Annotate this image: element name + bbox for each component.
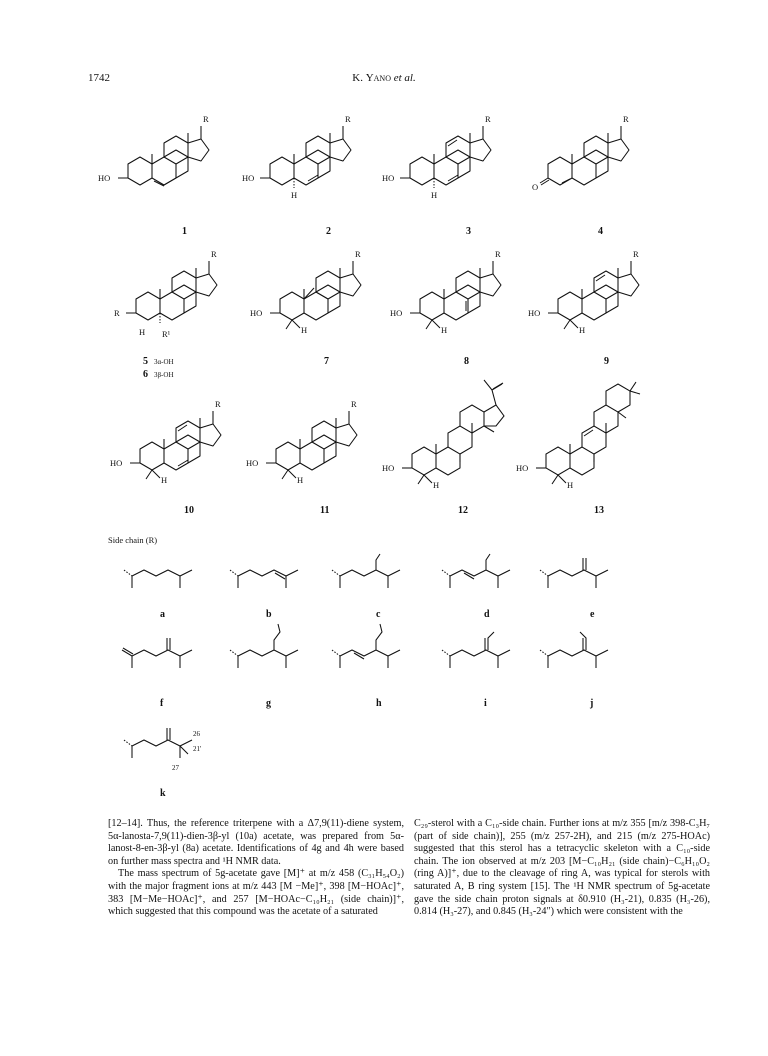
compound-12	[382, 380, 504, 490]
compound-number-5: 5	[143, 356, 148, 367]
side-chain-f	[122, 638, 192, 668]
compound-5-desc: 3α-OH	[154, 358, 174, 366]
r-substituent-label: R	[623, 114, 629, 124]
compound-number-4: 4	[598, 226, 603, 237]
hydroxyl-label: HO	[246, 458, 259, 468]
page-number: 1742	[88, 72, 110, 84]
compound-6-desc: 3β-OH	[154, 371, 174, 379]
hydroxyl-label: HO	[390, 308, 403, 318]
compound-9	[528, 249, 639, 335]
compound-7	[250, 249, 361, 335]
et-al: et al.	[393, 72, 416, 84]
body-column-right	[414, 818, 710, 919]
r1-prefix-label: R	[114, 308, 120, 318]
h-label: H	[139, 327, 146, 337]
side-chain-b	[230, 570, 298, 588]
compound-number-9: 9	[604, 356, 609, 367]
compound-number-6: 6	[143, 369, 148, 380]
carbon-21p-label: 21'	[193, 745, 202, 753]
r1-label: R¹	[162, 329, 171, 339]
side-chain-label-d: d	[484, 609, 490, 620]
h-label: H	[297, 475, 304, 485]
side-chain-label-h: h	[376, 698, 382, 709]
compound-2	[242, 114, 351, 200]
side-chain-label-f: f	[160, 698, 164, 709]
side-chain-k	[124, 728, 192, 758]
h-label: H	[579, 325, 586, 335]
author-surname: Yano	[365, 72, 391, 84]
compound-number-2: 2	[326, 226, 331, 237]
carbon-27-label: 27	[172, 764, 179, 772]
hydroxyl-label: HO	[242, 173, 255, 183]
hydroxyl-label: HO	[110, 458, 123, 468]
compound-number-12: 12	[458, 505, 468, 516]
side-chain-d	[442, 554, 510, 588]
side-chain-a	[124, 570, 192, 588]
side-chain-label-j: j	[590, 698, 594, 709]
hydroxyl-label: HO	[528, 308, 541, 318]
r-substituent-label: R	[633, 249, 639, 259]
compound-number-13: 13	[594, 505, 604, 516]
side-chain-label-c: c	[376, 609, 381, 620]
compound-13	[516, 382, 640, 490]
r-substituent-label: R	[485, 114, 491, 124]
compound-10	[110, 399, 221, 485]
side-chain-label-b: b	[266, 609, 272, 620]
side-chain-label-g: g	[266, 698, 271, 709]
r-substituent-label: R	[355, 249, 361, 259]
side-chain-i	[442, 632, 510, 668]
compound-number-11: 11	[320, 505, 330, 516]
compound-number-8: 8	[464, 356, 469, 367]
hydroxyl-label: HO	[250, 308, 263, 318]
side-chain-label-a: a	[160, 609, 165, 620]
h-label: H	[433, 480, 440, 490]
compound-4	[532, 114, 629, 192]
side-chain-e	[540, 558, 608, 588]
compound-number-1: 1	[182, 226, 187, 237]
r-substituent-label: R	[351, 399, 357, 409]
body-column-left	[108, 818, 404, 919]
side-chain-title: Side chain (R)	[108, 535, 158, 545]
paragraph: The mass spectrum of 5g-acetate gave [M]⁺ at m/z 458 (C₃₁H₅₄O₂) with the major fragment ions at m/z 443 [M −Me]⁺, 398 [M−HOAc]⁺, 383 [M−Me−HOAc]⁺, and 257 [M−HOAc−C₁₀H₂₁ (side chain)]⁺, which suggested that this compound was the acetate of a saturated	[108, 868, 404, 918]
hydroxyl-label: HO	[382, 463, 395, 473]
paragraph: C₂₉-sterol with a C₁₀-side chain. Further ions at m/z 355 [m/z 398-C₃H₇ (part of side chain)], 255 (m/z 257-2H), and 215 (m/z 275-HOAc) suggested that this sterol has a tetracyclic skeleton with a C₁₀-side chain. The ion observed at m/z 203 [M−C₁₀H₂₁ (side chain)−C₆H₁₀O₂ (ring A)]⁺, due to the cleavage of ring A, was typical for sterols with saturated A, B ring system [15]. The ¹H NMR spectrum of 5g-acetate gave the side chain proton signals at δ0.910 (H₃-21), 0.835 (H₃-26), 0.814 (H₃-27), and 0.845 (H₃-24″) which were consistent with the	[414, 818, 710, 918]
carbon-26-label: 26	[193, 730, 200, 738]
r-substituent-label: R	[203, 114, 209, 124]
compound-number-10: 10	[184, 505, 194, 516]
r-substituent-label: R	[345, 114, 351, 124]
compound-1	[98, 114, 209, 186]
hydroxyl-label: HO	[382, 173, 395, 183]
r-substituent-label: R	[211, 249, 217, 259]
side-chain-g	[230, 624, 298, 668]
h-label: H	[441, 325, 448, 335]
h-label: H	[291, 190, 298, 200]
paragraph: [12–14]. Thus, the reference triterpene with a Δ7,9(11)-diene system, 5α-lanosta-7,9(11)-dien-3β-yl (10a) acetate, was prepared from 5α-lanost-8-en-3β-yl (8a) acetate. Identifications of 4g and 4h were based on further mass spectra and ¹H NMR data.	[108, 818, 404, 867]
hydroxyl-label: HO	[98, 173, 111, 183]
compound-number-7: 7	[324, 356, 329, 367]
side-chain-h	[332, 624, 400, 668]
compound-3	[382, 114, 491, 200]
side-chain-label-k: k	[160, 788, 166, 799]
h-label: H	[301, 325, 308, 335]
compound-8	[390, 249, 501, 335]
h-label: H	[431, 190, 438, 200]
side-chain-c	[332, 554, 400, 588]
h-label: H	[567, 480, 574, 490]
r-substituent-label: R	[215, 399, 221, 409]
compound-number-3: 3	[466, 226, 471, 237]
compound-11	[246, 399, 357, 485]
h-label: H	[161, 475, 168, 485]
oxygen-label: O	[532, 182, 539, 192]
r-substituent-label: R	[495, 249, 501, 259]
compound-5-6	[114, 249, 217, 339]
hydroxyl-label: HO	[516, 463, 529, 473]
side-chain-label-e: e	[590, 609, 595, 620]
side-chain-label-i: i	[484, 698, 487, 709]
side-chain-j	[540, 632, 608, 668]
running-head: K. Yano et al.	[352, 72, 416, 84]
